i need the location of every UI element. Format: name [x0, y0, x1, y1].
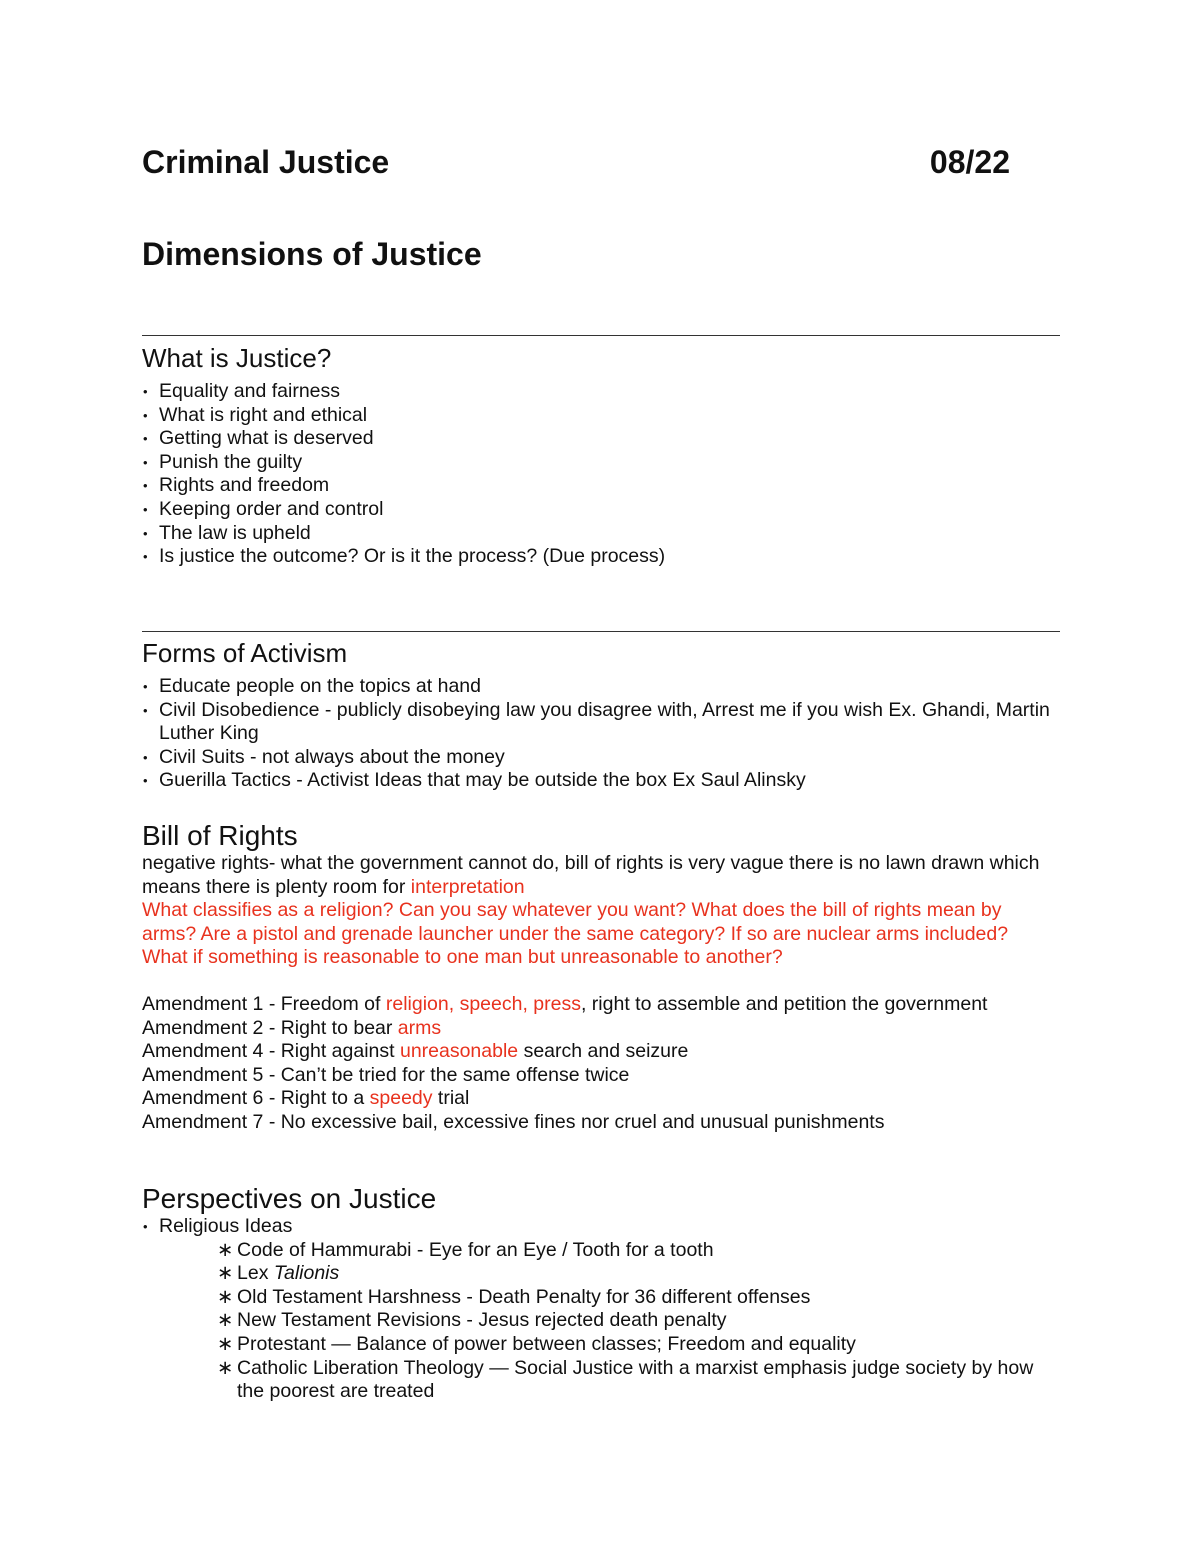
amendments-list	[142, 993, 1057, 1135]
item-text: New Testament Revisions - Jesus rejected death penalty	[237, 1309, 727, 1332]
list-item: • The law is upheld	[142, 522, 1052, 546]
what-is-justice-section	[142, 342, 1052, 569]
list-item: • Rights and freedom	[142, 474, 1052, 498]
section-heading: What is Justice?	[142, 343, 332, 373]
amendment-5: Amendment 5 - Can’t be tried for the same offense twice	[142, 1063, 630, 1086]
note-date: 08/22	[929, 144, 1010, 180]
list-item: • Is justice the outcome? Or is it the process? (Due process)	[142, 545, 1052, 569]
list-item	[217, 1309, 1057, 1333]
bill-of-rights-questions: What classifies as a religion? Can you say whatever you want? What does the bill of rights mean by arms? Are a pistol and grenade launcher under the same category? If so are nuclear arms included? What if something is reasonable to one man but unreasonable to another?	[142, 899, 1009, 969]
page-subtitle: Dimensions of Justice	[142, 236, 482, 272]
list-item: • Religious Ideas	[142, 1215, 1052, 1239]
highlighted-term: interpretation	[410, 875, 525, 898]
list-item	[217, 1333, 1057, 1357]
item-text: Catholic Liberation Theology — Social Justice with a marxist emphasis judge society by how the poorest are treated	[237, 1356, 1034, 1403]
justice-list	[142, 380, 1052, 569]
amendment-4	[142, 1040, 1057, 1064]
bill-of-rights-section	[142, 820, 1057, 1135]
course-title: Criminal Justice	[142, 144, 390, 180]
list-item: • Punish the guilty	[142, 451, 1052, 475]
highlighted-term: speedy	[369, 1087, 433, 1110]
amendment-1	[142, 993, 1057, 1017]
asterisk-icon: ∗	[217, 1262, 234, 1285]
list-item: • Educate people on the topics at hand	[142, 675, 1052, 699]
title-row	[142, 144, 1010, 181]
section-divider	[142, 631, 1060, 632]
list-item	[217, 1286, 1057, 1310]
amendment-text: Amendment 2 - Right to bear	[142, 1016, 398, 1039]
perspectives-section	[142, 1183, 1057, 1404]
amendment-text: Amendment 6 - Right to a	[142, 1087, 370, 1110]
religious-ideas-list	[217, 1239, 1057, 1404]
section-divider	[142, 335, 1060, 336]
activism-section	[142, 637, 1052, 793]
list-item: • Guerilla Tactics - Activist Ideas that may be outside the box Ex Saul Alinsky	[142, 769, 1052, 793]
list-item: • What is right and ethical	[142, 404, 1052, 428]
list-item: • Keeping order and control	[142, 498, 1052, 522]
highlighted-term: arms	[397, 1016, 442, 1039]
italic-term: Talionis	[273, 1262, 340, 1285]
bill-of-rights-intro	[142, 852, 1057, 899]
highlighted-term: unreasonable	[399, 1040, 519, 1063]
intro-text: negative rights- what the government cannot do, bill of rights is very vague there is no lawn drawn which means there is plenty room for	[142, 852, 1040, 898]
section-heading: Forms of Activism	[142, 638, 348, 668]
item-text: Old Testament Harshness - Death Penalty for 36 different offenses	[237, 1285, 811, 1308]
item-text: Protestant — Balance of power between classes; Freedom and equality	[237, 1332, 856, 1355]
item-text: Lex	[237, 1262, 274, 1285]
perspectives-list	[142, 1215, 1052, 1239]
item-text: Code of Hammurabi - Eye for an Eye / Tooth for a tooth	[237, 1238, 714, 1261]
asterisk-icon: ∗	[217, 1238, 234, 1261]
highlighted-term: religion, speech, press	[385, 992, 581, 1015]
asterisk-icon: ∗	[217, 1356, 234, 1379]
list-item: • Equality and fairness	[142, 380, 1052, 404]
asterisk-icon: ∗	[217, 1332, 234, 1355]
section-heading: Perspectives on Justice	[142, 1183, 437, 1214]
list-item: • Civil Suits - not always about the money	[142, 746, 1052, 770]
activism-list	[142, 675, 1052, 793]
amendment-text: search and seizure	[518, 1040, 689, 1063]
amendment-text: , right to assemble and petition the government	[580, 992, 988, 1015]
amendment-text: Amendment 1 - Freedom of	[142, 992, 386, 1015]
asterisk-icon: ∗	[217, 1285, 234, 1308]
amendment-text: Amendment 4 - Right against	[142, 1040, 400, 1063]
asterisk-icon: ∗	[217, 1309, 234, 1332]
list-item	[217, 1357, 1057, 1404]
section-heading: Bill of Rights	[142, 820, 298, 851]
amendment-2	[142, 1017, 1057, 1041]
list-item: • Civil Disobedience - publicly disobeying law you disagree with, Arrest me if you wish Ex. Ghandi, Martin Luther King	[142, 699, 1052, 746]
list-item	[217, 1262, 1057, 1286]
list-item	[217, 1239, 1057, 1263]
list-item: • Getting what is deserved	[142, 427, 1052, 451]
amendment-7: Amendment 7 - No excessive bail, excessive fines nor cruel and unusual punishments	[142, 1110, 885, 1133]
amendment-text: trial	[432, 1087, 470, 1110]
amendment-6	[142, 1087, 1057, 1111]
